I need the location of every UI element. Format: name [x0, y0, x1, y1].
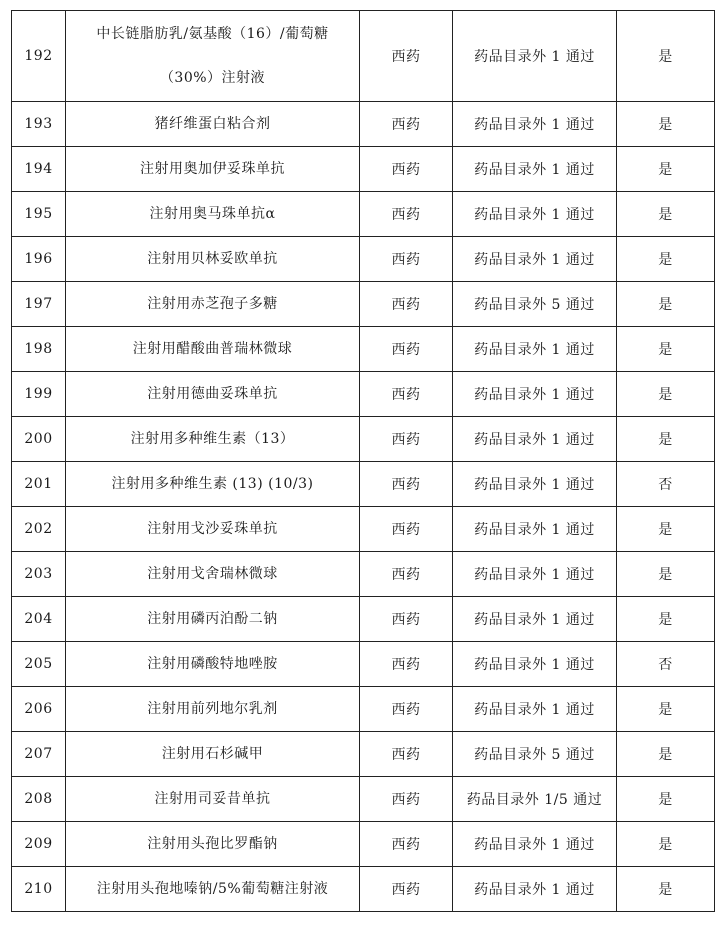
table-row	[12, 11, 715, 102]
table-row	[12, 327, 715, 372]
table-row	[12, 102, 715, 147]
drug-name-cell: 注射用头孢比罗酯钠	[66, 822, 360, 867]
approval-flag-cell: 是	[617, 597, 715, 642]
drug-type-cell: 西药	[360, 867, 453, 912]
approval-flag-cell: 是	[617, 237, 715, 282]
approval-flag-cell: 是	[617, 327, 715, 372]
table-row	[12, 417, 715, 462]
table-row	[12, 507, 715, 552]
drug-type-cell: 西药	[360, 147, 453, 192]
review-result-cell: 药品目录外 1 通过	[453, 11, 617, 102]
review-result-cell: 药品目录外 1 通过	[453, 192, 617, 237]
drug-name-cell: 注射用多种维生素 (13) (10/3)	[66, 462, 360, 507]
table-row	[12, 597, 715, 642]
review-result-cell: 药品目录外 5 通过	[453, 732, 617, 777]
drug-name-cell: 注射用司妥昔单抗	[66, 777, 360, 822]
review-result-cell: 药品目录外 1 通过	[453, 147, 617, 192]
approval-flag-cell: 是	[617, 777, 715, 822]
table-row	[12, 147, 715, 192]
drug-type-cell: 西药	[360, 372, 453, 417]
review-result-cell: 药品目录外 1 通过	[453, 642, 617, 687]
drug-name-cell: 注射用德曲妥珠单抗	[66, 372, 360, 417]
review-result-cell: 药品目录外 1 通过	[453, 597, 617, 642]
table-row	[12, 192, 715, 237]
drug-type-cell: 西药	[360, 822, 453, 867]
drug-type-cell: 西药	[360, 237, 453, 282]
table-row	[12, 732, 715, 777]
drug-name-cell: 注射用磷丙泊酚二钠	[66, 597, 360, 642]
row-number-cell: 195	[12, 192, 66, 237]
table-row	[12, 867, 715, 912]
row-number-cell: 199	[12, 372, 66, 417]
table-row	[12, 282, 715, 327]
review-result-cell: 药品目录外 1 通过	[453, 462, 617, 507]
row-number-cell: 198	[12, 327, 66, 372]
drug-list-table	[11, 10, 715, 912]
drug-name-cell: 注射用醋酸曲普瑞林微球	[66, 327, 360, 372]
approval-flag-cell: 是	[617, 552, 715, 597]
row-number-cell: 200	[12, 417, 66, 462]
table-row	[12, 687, 715, 732]
approval-flag-cell: 是	[617, 11, 715, 102]
table-row	[12, 642, 715, 687]
review-result-cell: 药品目录外 1 通过	[453, 867, 617, 912]
approval-flag-cell: 是	[617, 732, 715, 777]
review-result-cell: 药品目录外 1 通过	[453, 552, 617, 597]
row-number-cell: 192	[12, 11, 66, 102]
row-number-cell: 204	[12, 597, 66, 642]
drug-list-body	[12, 11, 715, 912]
row-number-cell: 203	[12, 552, 66, 597]
review-result-cell: 药品目录外 1 通过	[453, 102, 617, 147]
drug-type-cell: 西药	[360, 11, 453, 102]
drug-type-cell: 西药	[360, 462, 453, 507]
row-number-cell: 202	[12, 507, 66, 552]
drug-type-cell: 西药	[360, 282, 453, 327]
drug-name-cell: 注射用戈舍瑞林微球	[66, 552, 360, 597]
approval-flag-cell: 是	[617, 822, 715, 867]
drug-type-cell: 西药	[360, 597, 453, 642]
drug-name-cell: 注射用贝林妥欧单抗	[66, 237, 360, 282]
drug-type-cell: 西药	[360, 732, 453, 777]
approval-flag-cell: 是	[617, 192, 715, 237]
review-result-cell: 药品目录外 1 通过	[453, 237, 617, 282]
drug-name-cell: 注射用奥马珠单抗α	[66, 192, 360, 237]
drug-name-cell: 注射用前列地尔乳剂	[66, 687, 360, 732]
table-row	[12, 237, 715, 282]
approval-flag-cell: 否	[617, 462, 715, 507]
approval-flag-cell: 是	[617, 102, 715, 147]
approval-flag-cell: 是	[617, 867, 715, 912]
table-row	[12, 552, 715, 597]
drug-name-cell: 注射用赤芝孢子多糖	[66, 282, 360, 327]
row-number-cell: 205	[12, 642, 66, 687]
table-row	[12, 777, 715, 822]
row-number-cell: 194	[12, 147, 66, 192]
approval-flag-cell: 是	[617, 687, 715, 732]
review-result-cell: 药品目录外 1 通过	[453, 507, 617, 552]
row-number-cell: 197	[12, 282, 66, 327]
drug-name-cell: 猪纤维蛋白粘合剂	[66, 102, 360, 147]
row-number-cell: 207	[12, 732, 66, 777]
review-result-cell: 药品目录外 1 通过	[453, 687, 617, 732]
drug-type-cell: 西药	[360, 777, 453, 822]
drug-type-cell: 西药	[360, 102, 453, 147]
drug-name-cell: 注射用戈沙妥珠单抗	[66, 507, 360, 552]
review-result-cell: 药品目录外 5 通过	[453, 282, 617, 327]
drug-type-cell: 西药	[360, 642, 453, 687]
approval-flag-cell: 是	[617, 507, 715, 552]
drug-name-cell: 中长链脂肪乳/氨基酸（16）/葡萄糖（30%）注射液	[66, 11, 360, 102]
approval-flag-cell: 是	[617, 417, 715, 462]
approval-flag-cell: 是	[617, 147, 715, 192]
drug-type-cell: 西药	[360, 552, 453, 597]
row-number-cell: 201	[12, 462, 66, 507]
drug-name-cell: 注射用磷酸特地唑胺	[66, 642, 360, 687]
review-result-cell: 药品目录外 1 通过	[453, 372, 617, 417]
review-result-cell: 药品目录外 1/5 通过	[453, 777, 617, 822]
drug-type-cell: 西药	[360, 687, 453, 732]
table-row	[12, 462, 715, 507]
row-number-cell: 193	[12, 102, 66, 147]
review-result-cell: 药品目录外 1 通过	[453, 822, 617, 867]
drug-name-cell: 注射用多种维生素（13）	[66, 417, 360, 462]
row-number-cell: 209	[12, 822, 66, 867]
drug-name-cell: 注射用奥加伊妥珠单抗	[66, 147, 360, 192]
drug-type-cell: 西药	[360, 417, 453, 462]
review-result-cell: 药品目录外 1 通过	[453, 417, 617, 462]
drug-type-cell: 西药	[360, 507, 453, 552]
table-row	[12, 822, 715, 867]
row-number-cell: 196	[12, 237, 66, 282]
drug-type-cell: 西药	[360, 327, 453, 372]
table-row	[12, 372, 715, 417]
drug-type-cell: 西药	[360, 192, 453, 237]
review-result-cell: 药品目录外 1 通过	[453, 327, 617, 372]
drug-name-cell: 注射用石杉碱甲	[66, 732, 360, 777]
row-number-cell: 210	[12, 867, 66, 912]
row-number-cell: 208	[12, 777, 66, 822]
approval-flag-cell: 是	[617, 372, 715, 417]
drug-name-cell: 注射用头孢地嗪钠/5%葡萄糖注射液	[66, 867, 360, 912]
row-number-cell: 206	[12, 687, 66, 732]
approval-flag-cell: 否	[617, 642, 715, 687]
approval-flag-cell: 是	[617, 282, 715, 327]
